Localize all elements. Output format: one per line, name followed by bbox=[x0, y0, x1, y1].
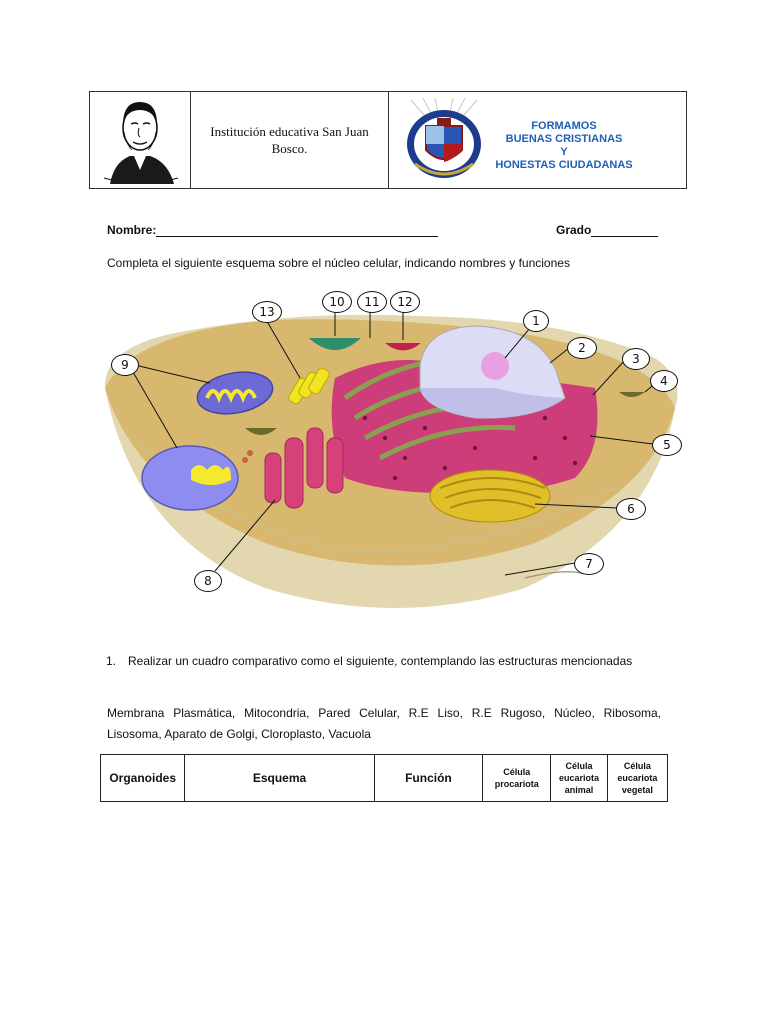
diagram-label-2: 2 bbox=[567, 337, 597, 359]
diagram-label-12: 12 bbox=[390, 291, 420, 313]
diagram-label-11: 11 bbox=[357, 291, 387, 313]
motto-line: BUENAS CRISTIANAS bbox=[505, 133, 623, 145]
structures-list: Membrana Plasmática, Mitocondria, Pared Celular, R.E Liso, R.E Rugoso, Núcleo, Ribosoma, Lisosoma, Aparato de Golgi, Cloroplasto, Vacuola bbox=[107, 706, 661, 741]
col-eucariota-vegetal: Célula eucariota vegetal bbox=[607, 755, 667, 802]
grado-field[interactable] bbox=[556, 223, 658, 237]
col-esquema: Esquema bbox=[185, 755, 374, 802]
table-header-row bbox=[101, 755, 668, 802]
institution-name: Institución educativa San Juan Bosco. bbox=[191, 92, 389, 188]
diagram-label-5: 5 bbox=[652, 434, 682, 456]
portrait-image bbox=[90, 92, 190, 186]
diagram-label-3: 3 bbox=[622, 348, 650, 370]
motto-text bbox=[489, 120, 639, 172]
col-procariota: Célula procariota bbox=[483, 755, 551, 802]
question-number: 1. bbox=[106, 654, 117, 668]
col-eucariota-animal: Célula eucariota animal bbox=[551, 755, 607, 802]
diagram-label-10: 10 bbox=[322, 291, 352, 313]
question-1 bbox=[106, 651, 661, 671]
motto-line: Y bbox=[560, 146, 568, 158]
nombre-field[interactable] bbox=[107, 223, 438, 237]
diagram-label-7: 7 bbox=[574, 553, 604, 575]
instruction-text: Completa el siguiente esquema sobre el núcleo celular, indicando nombres y funciones bbox=[107, 256, 570, 270]
motto-line: FORMAMOS bbox=[531, 120, 597, 132]
diagram-label-9: 9 bbox=[111, 354, 139, 376]
diagram-label-8: 8 bbox=[194, 570, 222, 592]
header-table bbox=[89, 91, 687, 189]
diagram-label-6: 6 bbox=[616, 498, 646, 520]
question-text: Realizar un cuadro comparativo como el siguiente, contemplando las estructuras mencionadas bbox=[128, 654, 633, 668]
grado-blank[interactable] bbox=[591, 223, 658, 237]
nombre-label: Nombre: bbox=[107, 223, 157, 237]
logo-motto-cell bbox=[389, 92, 686, 188]
grado-label: Grado bbox=[556, 223, 592, 237]
school-crest-logo bbox=[401, 98, 487, 182]
col-funcion: Función bbox=[374, 755, 482, 802]
diagram-label-13: 13 bbox=[252, 301, 282, 323]
portrait-cell bbox=[90, 92, 191, 188]
diagram-label-1: 1 bbox=[523, 310, 549, 332]
diagram-label-4: 4 bbox=[650, 370, 678, 392]
col-organoides: Organoides bbox=[101, 755, 185, 802]
comparison-table bbox=[100, 754, 668, 802]
motto-line: HONESTAS CIUDADANAS bbox=[495, 159, 633, 171]
nombre-blank[interactable] bbox=[156, 223, 438, 237]
